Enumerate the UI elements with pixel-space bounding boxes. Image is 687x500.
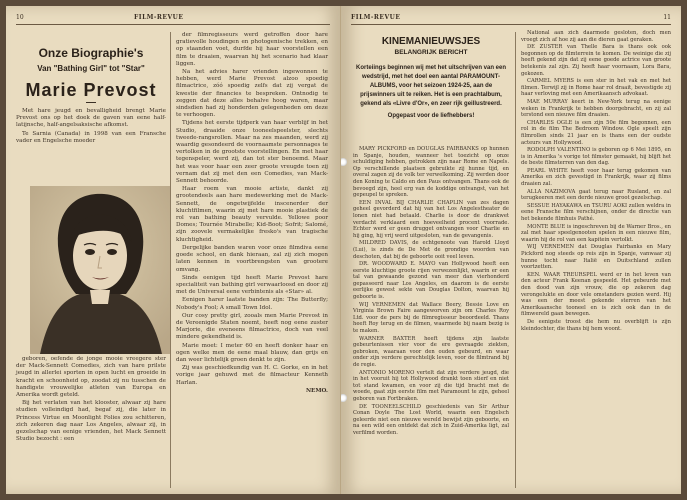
news-column-right — [521, 30, 671, 333]
news-item: MAE MURRAY keert in New-York terug na eenige weken in Frankrijk te hebben doorgebracht, en zij zal terstond een nieuwe film draaien. — [521, 98, 671, 119]
paragraph: Tijdens het eerste tijdperk van haar verblijf in het Studio, draaide onze tooneelspeelster, slechts tweede-rangsrollen. Maar na zes maanden, werd zij waardig gesondeerd de voornaamste personnages te vertolken in de grootste voorstellingen. En met haar tegenspeler, werd zij, dan tot ster benoemd. Maar het was voor haar een zeer groote vreugde toen zij vernam dat zij met den een Comedies, van Mack-Sennett behoorde. — [176, 120, 328, 185]
right-masthead: FILM-REVUE — [351, 14, 401, 21]
paragraph: Bij het verlaten van het klooster, alwaar zij hare studien volleindigd had, begaf zij, die later in Princess Virtue en Moonlight Folies zou schitteren, zich zekeren dag naar Los Angeles, alwaar zij, in gezelschap van eenige vrienden, het Mack Sennett Studio bezocht : een — [16, 400, 166, 443]
column-rule — [170, 32, 171, 488]
paragraph: Zij was geschiedkundig van H. C. Gorke, en in het vorige jaar gehuwd met de filmacteur Kenneth Harlan. — [176, 365, 328, 386]
column-rule — [515, 32, 516, 488]
article-series-title: Onze Biographie's — [38, 46, 144, 60]
news-item: MARY PICKFORD en DOUGLAS FAIRBANKS op hunnen in Spanje, houden, wanneer het toezicht op onze schuldiging hebben, getrokken zijn naar Rome en Napels. Op verschillende plaatsen gebruikte zij hunne tijd, en overal zagen zij de volk ter verwelkoming. Zij werden door den Koning te Caldo en den Paus ontvangen. Thans ook de bevoegd zijn, heel erg van de koddige ontvangst, van het gepeupel te spreken. — [353, 146, 509, 199]
right-page — [341, 6, 681, 494]
news-item: WIJ VERNEMEN dat Douglas Fairbanks en Mary Pickford nog steeds op reis zijn in Spanje, vanwaar zij hunne tocht naar Italië en Duitschland zullen voortzetten. — [521, 244, 671, 271]
news-item: SESSUE HAYAKAWA en TSURU AOKI zullen weldra in eene Fransche film verschijnen, onder de directie van het bekende filmhuis Pathé. — [521, 202, 671, 223]
paragraph: Our cosy pretty girl, zooals men Marie Prevost in de Vereenigde Staten noemt, heeft nog eene zuster Marjorie, die eveneens filmactrice, doch van veel mindere gekendheid is. — [176, 312, 328, 341]
news-item: CARMEL MYERS is een ster in het vak en met het filmen. Terwijl zij in Rome haar rol draait, bevestigde zij haar verloving met een Amerikaansch advokaat. — [521, 78, 671, 98]
news-item: De eenigste troost die hem nu overblijft is zijn kleindochter, die thans bij hem woont. — [521, 318, 671, 332]
paragraph: Na het advies harer vrienden ingewonnen te hebben, werd Marie Prevost alzoo spoedig filmactrice, zóó spoedig zelfs dat zij vergat de kwestie der financies te bespreken. Ontnodig te zeggen dat deze alles behalve hoog waren, maar sindsdien had zij honderden gelegenheden om deze te verhoogen. — [176, 69, 328, 119]
paragraph: geboren, oefende de jonge mooie vreegere ster der Mack-Sennett Comedies, zich van hare prilste jeugd in allerlei sporten in open lucht en groeide in kracht en schoonheid op, zoodat zij nu tusschen de handigste vrouwelijke atleten van Europa en Amerika wordt geteld. — [16, 356, 166, 399]
news-item: DR. WOODWARD E. MAYO van Hollywood heeft een eerste kluchtige groote rijen verwezenlijkt, waarin er een tal van gewaande gezond van meer dan vierhonderd gepasseerd naar Los Angeles, en daarom is de eerste eerlijke gewest sekte van Douglas Dolton, waarvan hij geboorte is. — [353, 261, 509, 301]
paragraph: Met hare jeugd en bevalligheid brengt Marie Prevost ons op het doek de gaven van eene half-latijnsche, half-angelsaksische afkomst. — [16, 108, 166, 129]
news-item: EEN INVAL BIJ CHARLIE CHAPLIN van zes dagen geheel gevorderd dat hij van het Los Angelestheater de lonen niet had betaald. Charlie is door de drankwet verdacht verklaard een hoeveelheid procent voorrade. Echter werd er geen drugget ontvangen voor Charlie en hij ging, hij vrij werd uitgesloten, van de gevangenis. — [353, 199, 509, 239]
news-item: ANTONIO MORENO vertelt dat zijn verdere jeugd, die in het vooruit hij tot Hollywood drankt toen stierf en niet tot stand kwamen, en voor zij die tijd bracht met de woede, gaat zijn eerste film met Paramount te zijn, geheel geboren van Fortbraken. — [353, 369, 509, 402]
news-section-title: KINEMANIEUWSJES — [381, 36, 481, 47]
news-item: WARNER BAXTER heeft tijdens zijn laatste gebeurtenissen vier voor de ere gevraagde ziekten, gebroken, waaraan voor den ouden gebeurd, en waar onder zijn verdere gerechtelijk leven, voor de filmtrand bij de regie. — [353, 335, 509, 368]
paragraph: Haar roem van mooie artiste, dankt zij grootendeels aan hare medewerking met de Mack-Sennett, de ongetwijfelde inscenerder der kluchtfilmen, waarin zij met hare mooie plastiek de rol van bathing beauty vervulde. Yellowe poor Domes; Tournée Mirabelle; Kid-Boot; Sofrit; Salomé, zijn zoovele vermakelijke fresko's van tragische kluchtigheid. — [176, 186, 328, 243]
contest-notice-callout: Opgepast voor de liefhebbers! — [387, 113, 475, 119]
left-column-top — [16, 108, 166, 146]
news-item: CHARLES OGLE is een zijn 50e film begonnen, een rol in de film The Bedroom Window. Ogle speelt zijn filmrollen sinds 21 jaar en is thans een der oudste acteurs van Hollywood. — [521, 119, 671, 146]
binder-hole — [341, 394, 347, 402]
binder-hole — [341, 158, 347, 166]
left-page — [6, 6, 341, 494]
article-headline: Marie Prevost — [25, 80, 157, 100]
news-item: WIJ VERNEMEN dat Wallace Beery, Bessie Love en Virginia Brown Faire aangeworven zijn om Charles Roy Ltd. voor de pers bij de filmregisseur beoordeeld. Thans heeft Roy terug en de filmen, waarmede bij naam bezig is te maken. — [353, 301, 509, 335]
portrait-photo — [30, 186, 170, 354]
news-section-heading — [351, 36, 511, 56]
right-running-header — [351, 12, 671, 25]
paragraph: Eenigen harer laatste banden zijn: The Butterfly; Nobody's Fool; A small Town Idol. — [176, 297, 328, 311]
paragraph: Sinds eenigen tijd heeft Marie Prevost hare specialiteit van bathing girl verwaarloosd en door zij met de Universal eene verbintenis als «Star» al. — [176, 274, 328, 296]
news-item: MILDRED DAVIS, de echtgenoote van Harold Lloyd (Lui), is zinds de De Met de grondige woorden van deschoten, dat bij de geboorte ooit veel leven. — [353, 240, 509, 260]
right-page-number: 11 — [663, 14, 671, 21]
paragraph: Te Sarnia (Canada) in 1998 van een Fransche vader en Engelsche moeder — [16, 130, 166, 144]
article-subtitle: Van "Bathing Girl" tot "Star" — [37, 64, 145, 73]
news-column-left — [353, 146, 509, 438]
news-item: National aan zich daarmede gesloten, doch men vroegt zich af hoe zij aan die dieren gaat geraken. — [521, 30, 671, 43]
author-signature: NEMO. — [305, 387, 328, 394]
news-item: ALLA NAZIMOVA gaat terug naar Rusland, en zal terugkeeren met een derde nieuwe groot gezelschap. — [521, 188, 671, 202]
news-item: RODOLPH VALENTINO is geboren op 6 Mei 1895, en is in Amerika 's vorige tot filmster gemaakt, hij blijft het de beste filmsterren van den dag. — [521, 147, 671, 167]
news-item: MONTE BLUE is ingeschreven bij de Warner Bros., en zal met haar speelgenooten spelen in een nieuwe film, waarin hij de rol van een kapitein vertolkt. — [521, 223, 671, 243]
news-item: PEARL WHITE heeft voor haar terug gekomen van Amerika en zich gevestigd in Frankrijk, waar zij films draaien zal. — [521, 167, 671, 188]
paragraph: Dergelijke banden waren voor onze filmdiva eene goede school, en dank hieraan, zal zij zich mogen laten kennen in voortbrengsten van grootere omvang. — [176, 244, 328, 273]
paragraph: Marie moet: I meter 60 en heeft donker haar en ogen welke men de eene maal blauw, dan grijs en dan weer lichtelijk groen denkt te zijn. — [176, 342, 328, 363]
left-column-bottom — [16, 356, 166, 444]
contest-notice — [353, 64, 509, 121]
paragraph: der filmregisseurs werd getroffen door hare gratievolle houdingen en photogenische trekken, en op staanden voet, durfde hij haar voorstellen een film te draaien, waarvan hij het scenario had klaar liggen. — [176, 32, 328, 67]
news-item: KEN. WAAR TREURSPEL werd er in het leven van den acteur Frank Keenan gespeeld. Het gebeurde met den dood van zijn vrouw, die op zekeren dag verongelukte en door vele omstanders gezien werd. Hij was een der meest gekende sterren van het Amerikaansche tooneel en is zich ook dan in de filmwereld gaan bewegen. — [521, 271, 671, 318]
left-masthead: FILM-REVUE — [134, 14, 184, 21]
left-column-right — [176, 32, 328, 396]
news-item: DE ZUSTER van Thelle Bara is thans ook ook begonnen op de filmterrein te komen. De weinige die zij heeft gekend zijn dat zij eene goede actrice van groote betekenis zal zijn. Zij heeft haar voornaam, Lora Bara, gekozen. — [521, 44, 671, 77]
contest-notice-text: Korteiings beginnen wij met het uitschrijven van een wedstrijd, met het doel een aantal PARAMOUNT-ALBUMS, voor het seizoen 1924-25, aan de prijswinners uit te reiken. Het is een prachtalbum, gekend als «Livre d'Or», en zeer rijk geillustreerd. — [355, 65, 507, 107]
left-page-number: 10 — [16, 14, 24, 21]
news-section-subtitle: BELANGRIJK BERICHT — [394, 49, 468, 56]
headline-divider — [86, 102, 96, 103]
left-running-header — [16, 12, 330, 25]
news-item: DE TOONEELSCHILD geschiedenis van Sir Arthur Conan Doyle The Lost World, waarin een Engelsch geleerde niet een nieuwe wereld bewijst zijn geboorte, en na een wild een ontdekt dat zich in Zuid-Amerika ligt, zal verfilmd worden. — [353, 403, 509, 436]
